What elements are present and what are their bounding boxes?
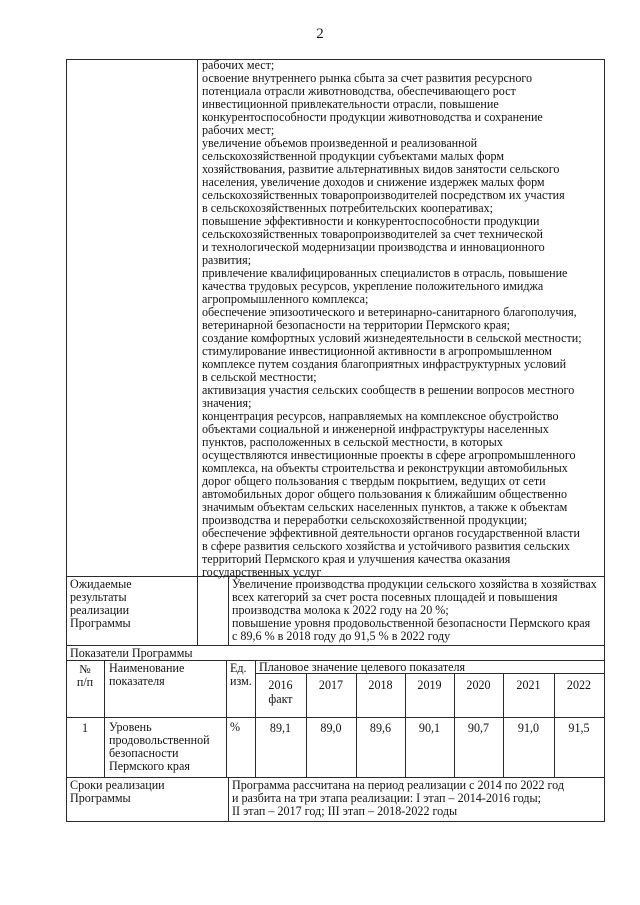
year-2018: 2018 — [368, 678, 393, 692]
year-2021: 2021 — [516, 678, 541, 692]
value-2022: 91,5 — [568, 721, 590, 735]
goals-line: концентрация ресурсов, направляемых на комплексное обустройство — [202, 409, 559, 423]
goals-line: пунктов, расположенных в сельской местности, в которых — [202, 435, 503, 449]
goals-line: автомобильных дорог общего пользования к ближайшим общественно — [202, 487, 568, 501]
goals-line: обеспечение эффективной деятельности органов государственной власти — [202, 526, 580, 540]
terms-label: Программы — [70, 791, 131, 805]
header-unit: Ед. — [230, 661, 247, 675]
terms-text: II этап – 2017 год; III этап – 2018-2022 годы — [232, 804, 458, 818]
header-unit: изм. — [230, 674, 252, 688]
goals-line: хозяйствования, развитие альтернативных видов занятости сельского — [202, 162, 560, 176]
year-2020: 2020 — [466, 678, 491, 692]
goals-line: объектами социальной и инженерной инфраструктуры населенных — [202, 422, 549, 436]
goals-line: сельскохозяйственных товаропроизводителей за счет технической — [202, 227, 543, 241]
header-number: п/п — [76, 675, 94, 689]
row-name: Пермского края — [109, 759, 190, 773]
header-name: Наименование — [109, 661, 185, 675]
goals-line: стимулирование инвестиционной активности в агропромышленном — [202, 344, 552, 358]
header-number: № — [79, 662, 91, 676]
goals-line: населения, увеличение доходов и снижение издержек малых форм — [202, 175, 545, 189]
expected-results-label: Ожидаемые — [70, 577, 132, 591]
value-2018: 89,6 — [369, 721, 392, 735]
value-2017: 89,0 — [320, 721, 342, 735]
goals-line: создание комфортных условий жизнедеятельности в сельской местности; — [202, 331, 582, 345]
goals-line: дорог общего пользования с твердым покрытием, ведущих от сети — [202, 474, 546, 488]
goals-line: агропромышленного комплекса; — [202, 292, 369, 306]
goals-line: конкурентоспособности продукции животноводства и сохранение — [202, 110, 543, 124]
header-name: показателя — [109, 674, 165, 688]
year-2019: 2019 — [417, 678, 442, 692]
goals-line: значимым объектам сельских населенных пунктов, а также к объектам — [202, 500, 568, 514]
goals-line: сельскохозяйственных товаропроизводителей посредством их участия — [202, 188, 565, 202]
expected-results-text: с 89,6 % в 2018 году до 91,5 % в 2022 году — [232, 629, 451, 643]
goals-line: значения; — [202, 396, 252, 410]
value-2016: 89,1 — [269, 721, 292, 735]
expected-results-label: Программы — [70, 616, 131, 630]
expected-results-label: реализации — [70, 603, 130, 617]
value-2021: 91,0 — [517, 721, 540, 735]
goals-line: государственных услуг — [202, 565, 322, 579]
indicators-title: Показатели Программы — [70, 646, 193, 660]
row-name: Уровень — [109, 720, 152, 734]
page-number: 2 — [316, 26, 324, 42]
header-planned-value: Плановое значение целевого показателя — [259, 660, 466, 674]
goals-line: осуществляются инвестиционные проекты в сфере агропромышленного — [202, 448, 576, 462]
row-name: продовольственной — [109, 733, 210, 747]
goals-line: качества трудовых ресурсов, укрепление положительного имиджа — [202, 279, 544, 293]
expected-results-text: производства молока к 2022 году на 20 %; — [232, 603, 449, 617]
goals-line: производства и переработки сельскохозяйственной продукции; — [202, 513, 528, 527]
value-2019: 90,1 — [418, 721, 441, 735]
goals-line: сельскохозяйственной продукции субъектами малых форм — [202, 149, 505, 163]
goals-line: повышение эффективности и конкурентоспособности продукции — [202, 214, 540, 228]
terms-text: Программа рассчитана на период реализации с 2014 по 2022 год — [232, 778, 565, 792]
year-2022: 2022 — [566, 678, 592, 692]
value-2020: 90,7 — [467, 721, 490, 735]
goals-line: привлечение квалифицированных специалистов в отрасль, повышение — [202, 266, 568, 280]
row-name: безопасности — [109, 746, 179, 760]
row-number: 1 — [81, 721, 89, 735]
goals-line: комплексе путем создания благоприятных инфраструктурных условий — [202, 357, 567, 371]
expected-results-text: всех категорий за счет роста посевных площадей и повышения — [232, 590, 558, 604]
terms-label: Сроки реализации — [70, 778, 165, 792]
row-unit: % — [230, 720, 241, 734]
goals-line: активизация участия сельских сообществ в решении вопросов местного — [202, 383, 575, 397]
expected-results-label: результаты — [70, 590, 127, 604]
expected-results-text: Увеличение производства продукции сельского хозяйства в хозяйствах — [232, 577, 597, 591]
terms-text: и разбита на три этапа реализации: I этап – 2014-2016 годы; — [232, 791, 542, 805]
goals-line: комплекса, на объекты строительства и реконструкции автомобильных — [202, 461, 568, 475]
goals-line: в сфере развития сельского хозяйства и устойчивого развития сельских — [202, 539, 570, 553]
goals-line: в сельскохозяйственных потребительских кооперативах; — [202, 201, 493, 215]
goals-line: в сельской местности; — [202, 370, 317, 384]
goals-line: развития; — [202, 253, 252, 267]
year-2016-note: факт — [268, 692, 293, 706]
expected-results-text: повышение уровня продовольственной безопасности Пермского края — [232, 616, 591, 630]
year-2017: 2017 — [318, 678, 344, 692]
goals-line: рабочих мест; — [202, 123, 275, 137]
goals-line: потенциала отрасли животноводства, обеспечивающего рост — [202, 84, 516, 98]
goals-line: рабочих мест; — [202, 58, 275, 72]
goals-line: территорий Пермского края и улучшения качества оказания — [202, 552, 511, 566]
goals-line: увеличение объемов произведенной и реализованной — [202, 136, 478, 150]
goals-line: и технологической модернизации производства и инновационного — [202, 240, 545, 254]
goals-line: обеспечение эпизоотического и ветеринарно-санитарного благополучия, — [202, 305, 577, 319]
goals-line: инвестиционной привлекательности отрасли, повышение — [202, 97, 499, 111]
goals-line: ветеринарной безопасности на территории Пермского края; — [202, 318, 511, 332]
year-2016: 2016 — [268, 678, 293, 692]
goals-line: освоение внутреннего рынка сбыта за счет развития ресурсного — [202, 71, 533, 85]
